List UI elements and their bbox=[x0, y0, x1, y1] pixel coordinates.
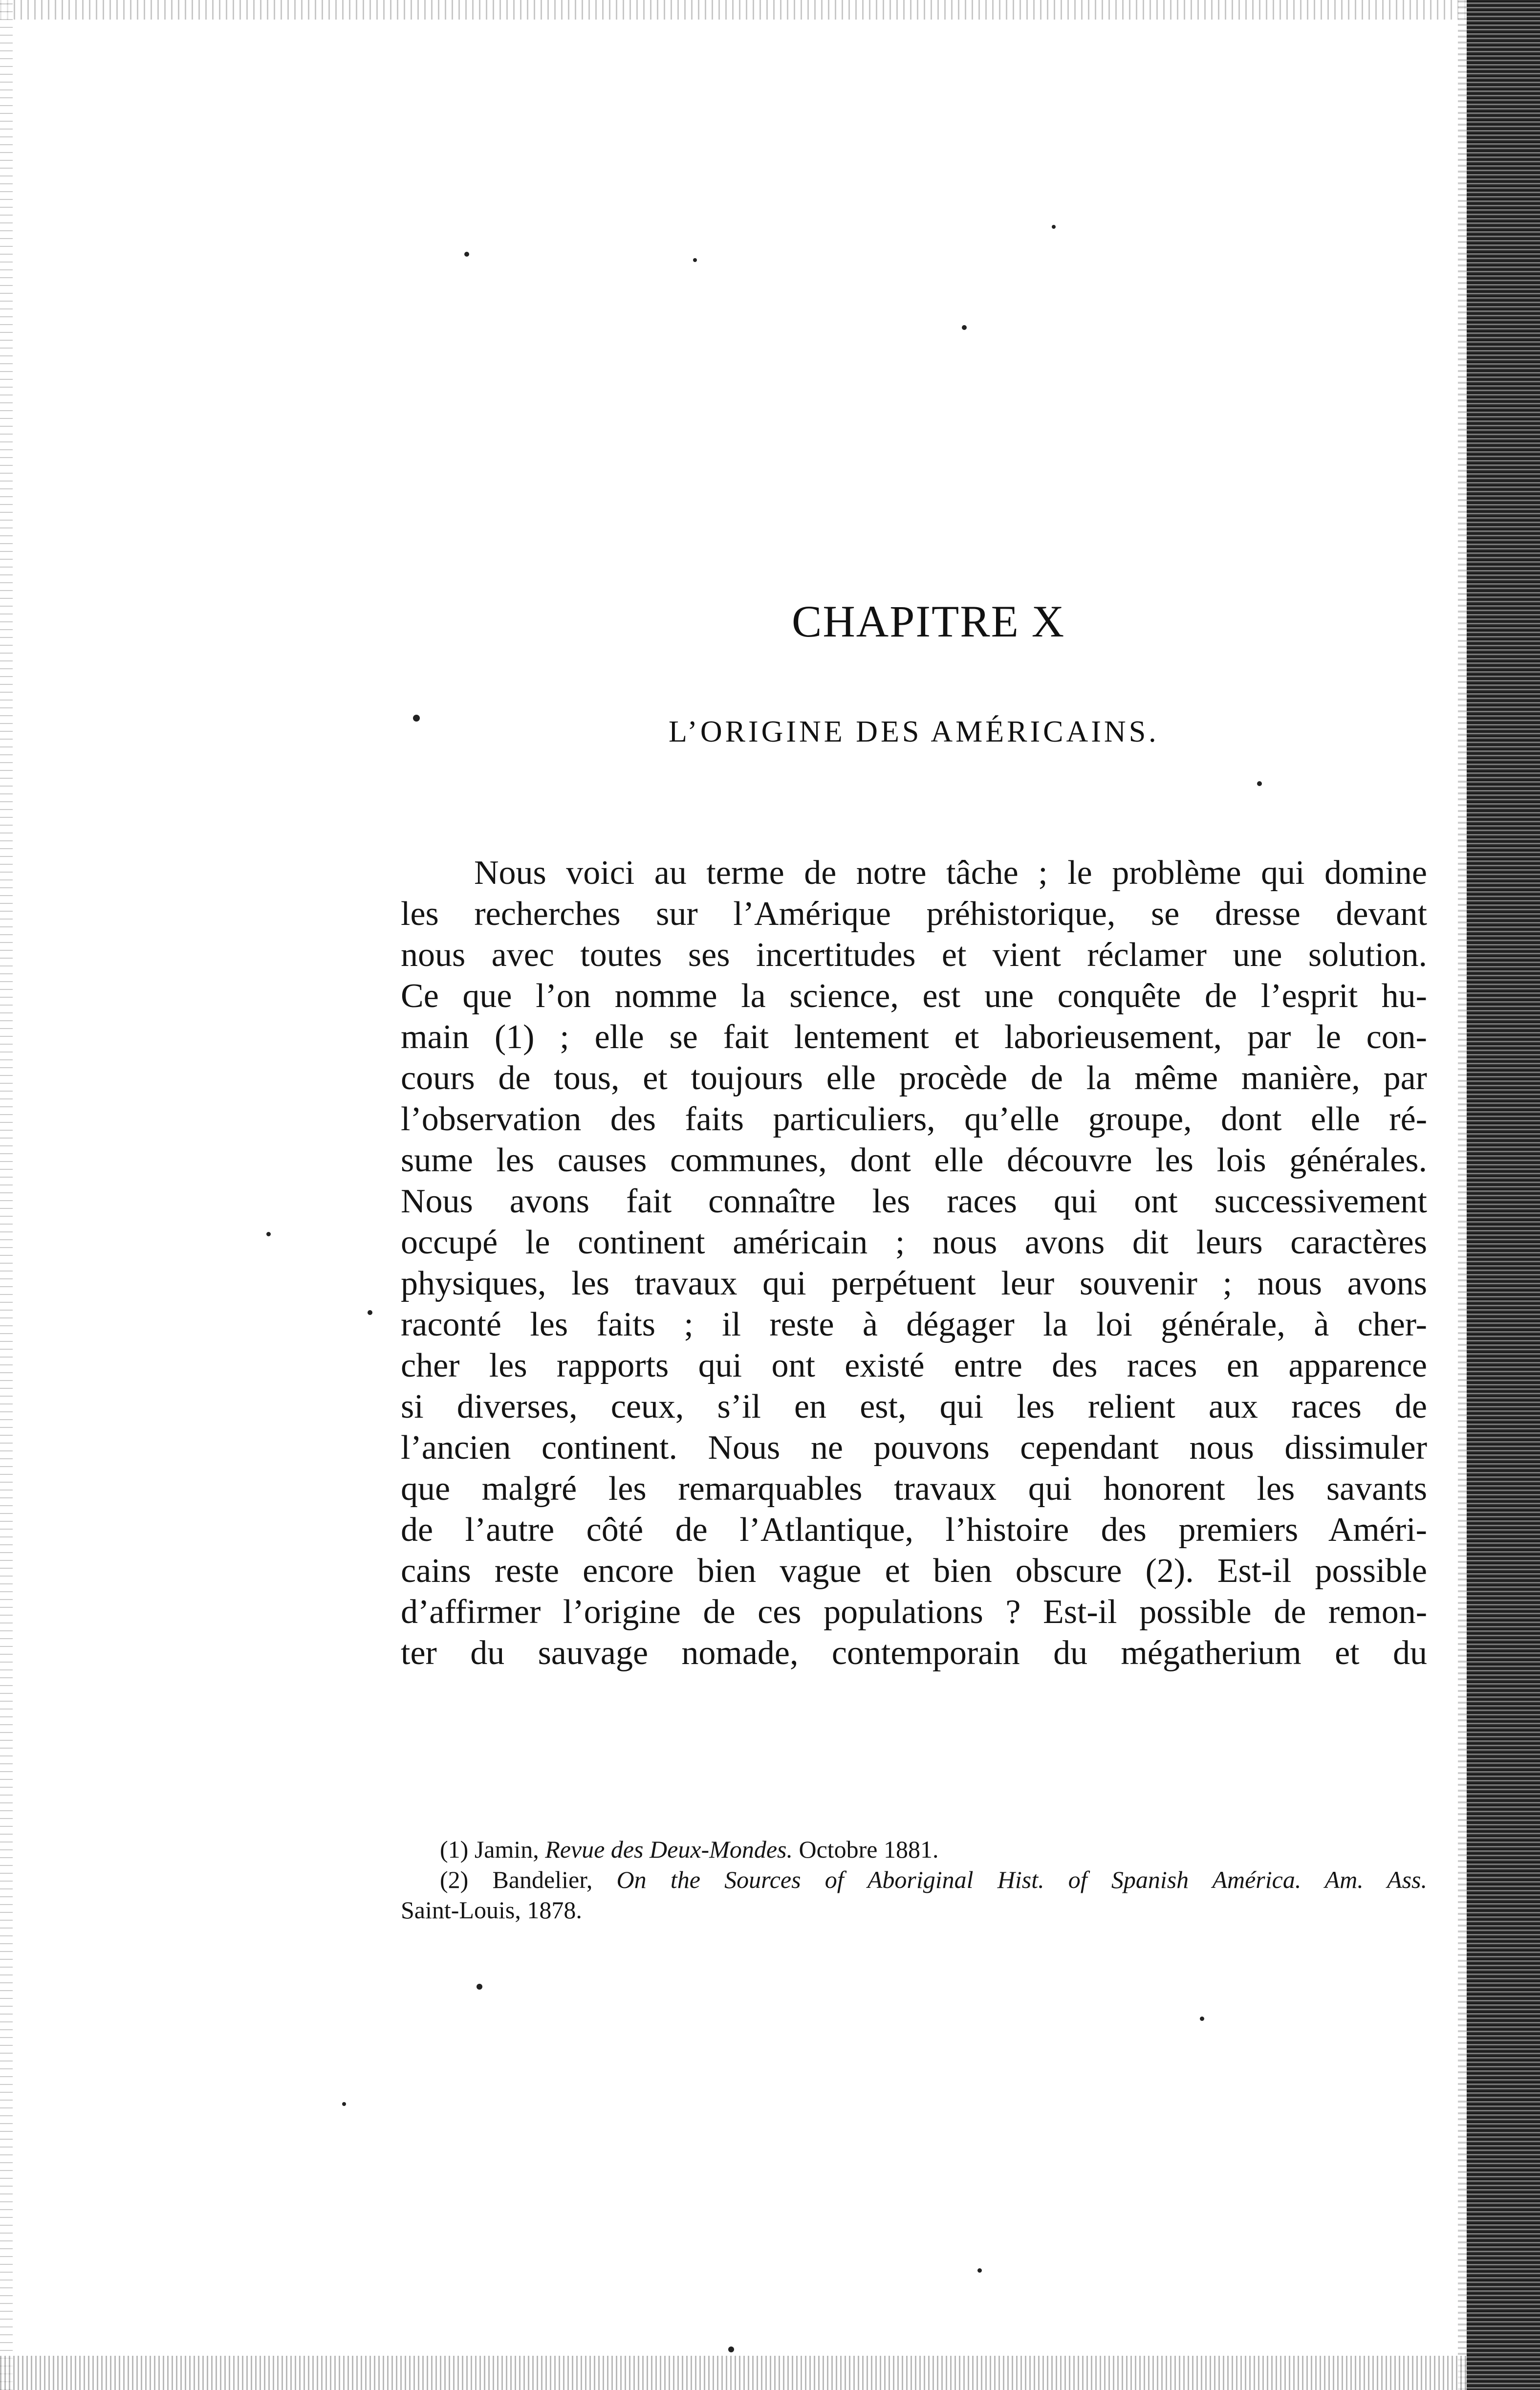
scan-speck bbox=[1200, 2017, 1204, 2021]
footnote-1 bbox=[401, 1834, 1427, 1864]
scan-speck bbox=[413, 715, 420, 722]
text-line: Ce que l’on nomme la science, est une conquête de l’esprit hu- bbox=[401, 977, 1427, 1015]
scan-speck bbox=[1257, 781, 1262, 786]
scan-left-edge bbox=[0, 0, 13, 2390]
text-line: raconté les faits ; il reste à dégager la loi générale, à cher- bbox=[401, 1306, 1427, 1343]
text-line: si diverses, ceux, s’il en est, qui les relient aux races de bbox=[401, 1388, 1427, 1425]
scan-speck bbox=[1052, 225, 1056, 229]
footnote-work: On the Sources of Aboriginal Hist. of Spanish América. Am. Ass. bbox=[616, 1866, 1428, 1893]
scan-speck bbox=[728, 2346, 734, 2352]
text-line: les recherches sur l’Amérique préhistorique, se dresse devant bbox=[401, 895, 1427, 933]
footnote-date: Octobre 1881. bbox=[799, 1836, 939, 1863]
footnote-work: Revue des Deux-Mondes. bbox=[545, 1836, 793, 1863]
footnote-2-continuation: Saint-Louis, 1878. bbox=[401, 1896, 582, 1924]
text-line: cours de tous, et toujours elle procède de la même manière, par bbox=[401, 1059, 1427, 1097]
footnote-2 bbox=[401, 1864, 1427, 1895]
text-line: l’ancien continent. Nous ne pouvons cependant nous dissimuler bbox=[401, 1429, 1427, 1467]
text-line: nous avec toutes ses incertitudes et vient réclamer une solution. bbox=[401, 936, 1427, 974]
scan-speck bbox=[342, 2102, 346, 2106]
text-line: Nous avons fait connaître les races qui ont successivement bbox=[401, 1183, 1427, 1220]
text-line: d’affirmer l’origine de ces populations ? Est-il possible de remon- bbox=[401, 1593, 1427, 1631]
text-line: cains reste encore bien vague et bien obscure (2). Est-il possible bbox=[401, 1552, 1427, 1590]
text-line: l’observation des faits particuliers, qu’elle groupe, dont elle ré- bbox=[401, 1100, 1427, 1138]
scan-speck bbox=[477, 1984, 482, 1990]
text-line: sume les causes communes, dont elle découvre les lois générales. bbox=[401, 1141, 1427, 1179]
chapter-title: CHAPITRE X bbox=[792, 596, 1065, 646]
scan-right-edge bbox=[1467, 0, 1540, 2390]
scan-speck bbox=[368, 1310, 372, 1315]
footnotes bbox=[401, 1834, 1427, 1925]
scan-speck bbox=[266, 1232, 271, 1236]
text-line: cher les rapports qui ont existé entre des races en apparence bbox=[401, 1347, 1427, 1384]
scan-right-edge-shadow bbox=[1458, 0, 1467, 2390]
scan-top-edge bbox=[0, 0, 1466, 20]
text-line: de l’autre côté de l’Atlantique, l’histoire des premiers Améri- bbox=[401, 1511, 1427, 1549]
footnote-marker: (2) bbox=[440, 1866, 469, 1893]
footnote-author: Jamin, bbox=[474, 1836, 539, 1863]
footnote-author: Bandelier, bbox=[492, 1866, 593, 1893]
text-line: ter du sauvage nomade, contemporain du mégatherium et du bbox=[401, 1634, 1427, 1672]
scan-speck bbox=[693, 258, 697, 262]
text-line: physiques, les travaux qui perpétuent leur souvenir ; nous avons bbox=[401, 1265, 1427, 1302]
scan-speck bbox=[464, 252, 469, 257]
scan-speck bbox=[977, 2268, 982, 2273]
chapter-subtitle: L’ORIGINE DES AMÉRICAINS. bbox=[669, 715, 1159, 748]
text-line: occupé le continent américain ; nous avons dit leurs caractères bbox=[401, 1224, 1427, 1261]
text-line: Nous voici au terme de notre tâche ; le problème qui domine bbox=[474, 854, 1427, 892]
text-line: main (1) ; elle se fait lentement et laborieusement, par le con- bbox=[401, 1018, 1427, 1056]
scan-bottom-edge bbox=[0, 2356, 1466, 2390]
footnote-marker: (1) bbox=[440, 1836, 469, 1863]
scan-speck bbox=[962, 325, 967, 330]
text-line: que malgré les remarquables travaux qui honorent les savants bbox=[401, 1470, 1427, 1508]
body-paragraph bbox=[401, 853, 1427, 1674]
